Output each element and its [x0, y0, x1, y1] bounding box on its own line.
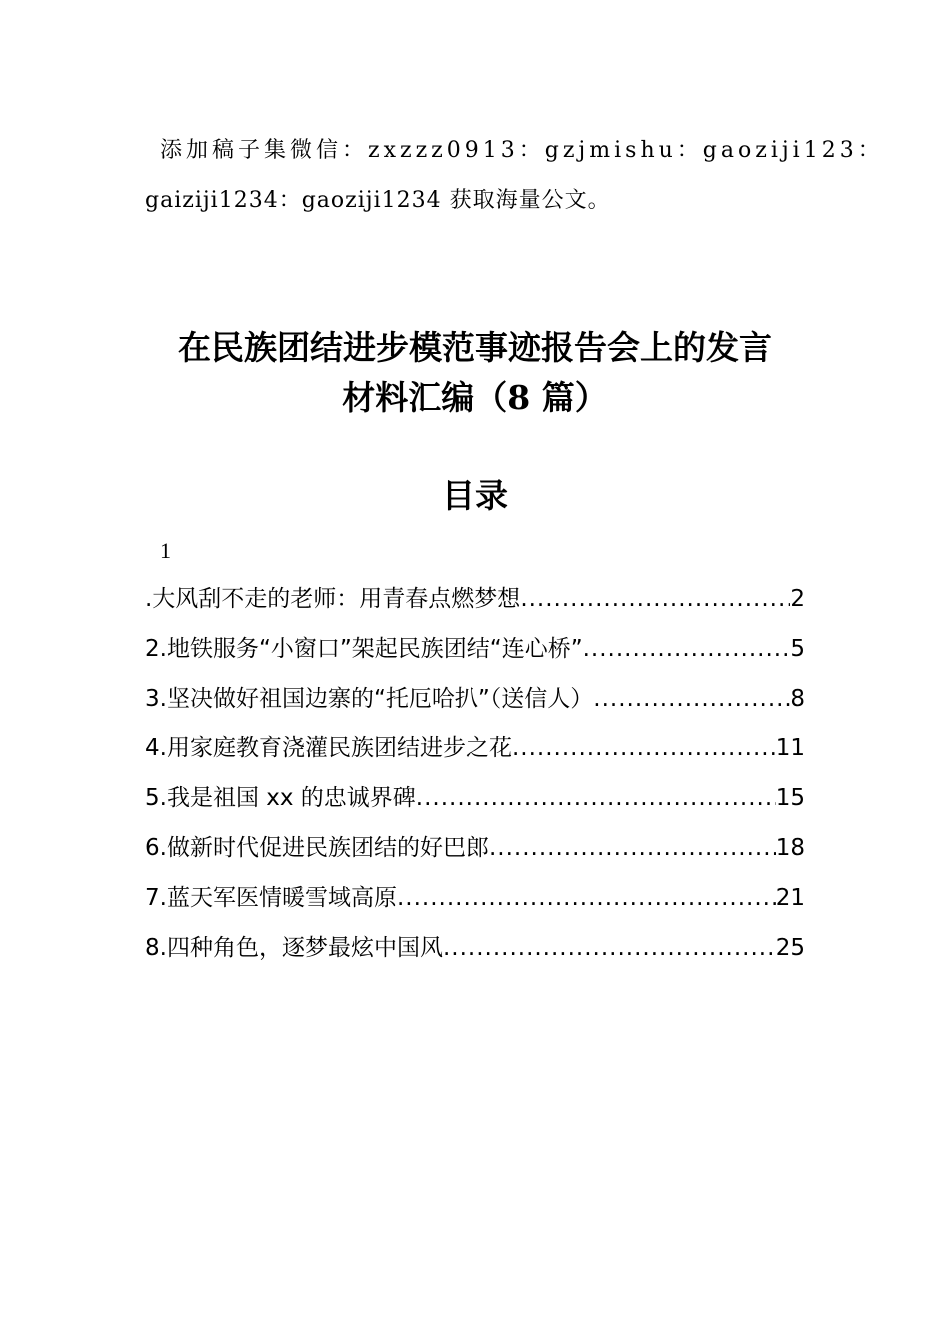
toc-entry-2[interactable] — [145, 633, 805, 683]
toc-entry-page: 5 — [790, 635, 805, 662]
toc-entry-3[interactable] — [145, 683, 805, 733]
table-of-contents — [145, 583, 805, 981]
toc-dot-leader — [416, 782, 776, 814]
toc-entry-page: 21 — [775, 884, 805, 911]
toc-leading-number: 1 — [160, 538, 171, 563]
toc-entry-page: 15 — [775, 785, 805, 812]
document-title-line-1: 在民族团结进步模范事迹报告会上的发言 — [178, 328, 772, 367]
toc-heading: 目录 — [442, 476, 508, 515]
toc-entry-title: 3.坚决做好祖国边寨的“托厄哈扒”（送信人） — [145, 685, 594, 712]
toc-entry-5[interactable] — [145, 782, 805, 832]
toc-dot-leader — [512, 732, 776, 764]
toc-entry-6[interactable] — [145, 832, 805, 882]
toc-dot-leader — [397, 882, 776, 914]
wechat-notice-line-2: gaiziji1234：gaoziji1234 获取海量公文。 — [145, 188, 611, 213]
toc-entry-title: .大风刮不走的老师：用青春点燃梦想 — [145, 586, 521, 612]
toc-entry-page: 8 — [790, 685, 805, 712]
document-title-line-2: 材料汇编（8 篇） — [342, 378, 608, 417]
toc-dot-leader — [583, 633, 791, 665]
wechat-notice-line-1: 添加稿子集微信：zxzzz0913：gzjmishu：gaoziji123： — [160, 138, 884, 163]
toc-entry-page: 2 — [790, 586, 805, 612]
toc-entry-1[interactable] — [145, 583, 805, 633]
toc-dot-leader — [520, 583, 790, 615]
toc-entry-7[interactable] — [145, 882, 805, 932]
toc-entry-page: 18 — [775, 834, 805, 861]
toc-entry-title: 7.蓝天军医情暖雪域高原 — [145, 884, 397, 911]
toc-entry-page: 11 — [775, 735, 805, 762]
toc-dot-leader — [443, 932, 776, 964]
toc-entry-page: 25 — [775, 934, 805, 961]
toc-entry-4[interactable] — [145, 732, 805, 782]
toc-entry-title: 8.四种角色，逐梦最炫中国风 — [145, 934, 443, 961]
toc-dot-leader — [593, 683, 790, 715]
toc-entry-title: 6.做新时代促进民族团结的好巴郎 — [145, 834, 489, 861]
toc-entry-title: 4.用家庭教育浇灌民族团结进步之花 — [145, 735, 512, 762]
toc-dot-leader — [489, 832, 776, 864]
toc-entry-title: 2.地铁服务“小窗口”架起民族团结“连心桥” — [145, 635, 583, 662]
toc-entry-title: 5.我是祖国 xx 的忠诚界碑 — [145, 785, 416, 812]
toc-entry-8[interactable] — [145, 932, 805, 982]
